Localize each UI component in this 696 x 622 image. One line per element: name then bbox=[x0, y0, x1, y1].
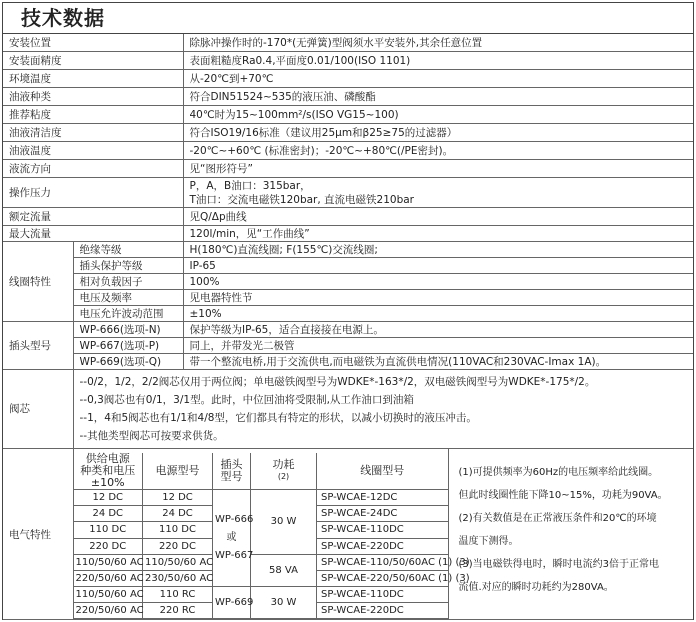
table-cell: 230/50/60 AC bbox=[143, 570, 213, 586]
coil-row bbox=[3, 274, 693, 290]
sub-label: WP-666(选项-N) bbox=[73, 322, 183, 338]
row-value: ±10% bbox=[183, 306, 693, 322]
table-cell: 110 DC bbox=[143, 522, 213, 538]
row-value: H(180℃)直流线圈; F(155℃)交流线圈; bbox=[183, 242, 693, 258]
table-row bbox=[3, 142, 693, 160]
technical-data-sheet bbox=[2, 2, 694, 620]
electrical-content bbox=[73, 449, 693, 620]
plug-row bbox=[3, 322, 693, 338]
table-cell: SP-WCAE-110DC bbox=[317, 522, 448, 538]
row-value: 从-20℃到+70℃ bbox=[183, 70, 693, 88]
row-value: IP-65 bbox=[183, 258, 693, 274]
table-cell: 220 RC bbox=[143, 602, 213, 618]
row-label: 油液种类 bbox=[3, 88, 183, 106]
page-title: 技术数据 bbox=[3, 3, 693, 34]
table-cell: SP-WCAE-220DC bbox=[317, 538, 448, 554]
coil-row bbox=[3, 258, 693, 274]
table-cell: 12 DC bbox=[143, 490, 213, 506]
table-cell: 110 DC bbox=[74, 522, 143, 538]
table-cell: 110 RC bbox=[143, 586, 213, 602]
note-line: 但此时线圈性能下降10~15%，功耗为90VA。 bbox=[458, 490, 668, 501]
pressure-line: P，A，B油口：315bar， bbox=[189, 179, 311, 192]
table-cell: SP-WCAE-110DC bbox=[317, 586, 448, 602]
electrical-row bbox=[3, 449, 693, 620]
note-line: 流值.对应的瞬时功耗约为280VA。 bbox=[458, 582, 614, 593]
table-cell: 24 DC bbox=[143, 506, 213, 522]
table-cell: SP-WCAE-12DC bbox=[317, 490, 448, 506]
consumption-ac: 58 VA bbox=[251, 554, 317, 586]
electrical-data-row bbox=[74, 586, 448, 602]
electrical-table bbox=[74, 452, 470, 619]
table-row bbox=[3, 124, 693, 142]
row-label: 油液清洁度 bbox=[3, 124, 183, 142]
row-label: 最大流量 bbox=[3, 226, 183, 242]
table-row bbox=[3, 160, 693, 178]
table-cell: 110/50/60 AC bbox=[143, 554, 213, 570]
table-cell: 110/50/60 AC bbox=[74, 554, 143, 570]
electrical-data-row bbox=[74, 490, 448, 506]
plug-group-666-667: WP-666 或 WP-667 bbox=[213, 490, 251, 587]
row-value: 表面粗糙度Ra0.4,平面度0.01/100(ISO 1101) bbox=[183, 52, 693, 70]
sub-label: 电压允许波动范围 bbox=[73, 306, 183, 322]
row-label: 推荐粘度 bbox=[3, 106, 183, 124]
note-line: (1)可提供频率为60Hz的电压频率给此线圈。 bbox=[458, 467, 659, 478]
header-supply: 供给电源 种类和电压 ±10% bbox=[74, 453, 143, 490]
sub-label: 绝缘等级 bbox=[73, 242, 183, 258]
core-line: --1，4和5阀芯也有1/1和4/8型，它们都具有特定的形状，以减小切换时的液压冲击。 bbox=[79, 412, 477, 424]
table-cell: 12 DC bbox=[74, 490, 143, 506]
row-label: 安装面精度 bbox=[3, 52, 183, 70]
sub-label: 插头保护等级 bbox=[73, 258, 183, 274]
table-cell: 220/50/60 AC bbox=[74, 570, 143, 586]
row-value: 同上，并带发光二极管 bbox=[183, 338, 693, 354]
table-row bbox=[3, 226, 693, 242]
pressure-line: T油口：交流电磁铁120bar, 直流电磁铁210bar bbox=[189, 193, 415, 206]
note-line: (3)当电磁铁得电时，瞬时电流约3倍于正常电 bbox=[458, 559, 660, 570]
row-label: 环境温度 bbox=[3, 70, 183, 88]
sub-label: 电压及频率 bbox=[73, 290, 183, 306]
row-label: 操作压力 bbox=[3, 178, 183, 208]
core-line: --其他类型阀芯可按要求供货。 bbox=[79, 430, 224, 442]
sub-label: WP-669(选项-Q) bbox=[73, 354, 183, 370]
table-cell: SP-WCAE-24DC bbox=[317, 506, 448, 522]
coil-row bbox=[3, 306, 693, 322]
table-cell: 24 DC bbox=[74, 506, 143, 522]
core-lines bbox=[73, 370, 693, 449]
table-row bbox=[3, 34, 693, 52]
sub-label: 相对负载因子 bbox=[73, 274, 183, 290]
table-cell: 220/50/60 AC bbox=[74, 602, 143, 618]
header-plug: 插头 型号 bbox=[213, 453, 251, 490]
table-cell: SP-WCAE-220DC bbox=[317, 602, 448, 618]
row-value: 带一个整流电桥,用于交流供电,而电磁铁为直流供电情况(110VAC和230VAC-Imax 1A)。 bbox=[183, 354, 693, 370]
table-row-pressure bbox=[3, 178, 693, 208]
coil-row bbox=[3, 290, 693, 306]
row-label: 安装位置 bbox=[3, 34, 183, 52]
group-label: 插头型号 bbox=[3, 322, 73, 370]
spec-table bbox=[3, 34, 693, 620]
consumption-rc: 30 W bbox=[251, 586, 317, 618]
row-value: 除脉冲操作时的-170*(无弹簧)型阀须水平安装外,其余任意位置 bbox=[183, 34, 693, 52]
row-value: 见Q/Δp曲线 bbox=[183, 208, 693, 226]
sub-label: WP-667(选项-P) bbox=[73, 338, 183, 354]
coil-row bbox=[3, 242, 693, 258]
plug-row bbox=[3, 338, 693, 354]
plug-row bbox=[3, 354, 693, 370]
electrical-notes bbox=[448, 449, 694, 619]
table-cell: 220 DC bbox=[143, 538, 213, 554]
row-label: 油液温度 bbox=[3, 142, 183, 160]
table-row bbox=[3, 70, 693, 88]
header-power-model: 电源型号 bbox=[143, 453, 213, 490]
row-value: 40℃时为15~100mm²/s(ISO VG15~100) bbox=[183, 106, 693, 124]
table-cell: 110/50/60 AC bbox=[74, 586, 143, 602]
row-value: 符合ISO19/16标准（建议用25μm和β25≥75的过滤器） bbox=[183, 124, 693, 142]
table-cell: 220 DC bbox=[74, 538, 143, 554]
group-label: 阀芯 bbox=[3, 370, 73, 449]
table-row bbox=[3, 106, 693, 124]
table-cell: SP-WCAE-110/50/60AC (1) (3) bbox=[317, 554, 448, 570]
row-value: -20℃~+60℃ (标准密封)；-20℃~+80℃(/PE密封)。 bbox=[183, 142, 693, 160]
row-value: 见电器特性节 bbox=[183, 290, 693, 306]
header-consumption: 功耗 (2) bbox=[251, 453, 317, 490]
row-value: 保护等级为IP-65，适合直接接在电源上。 bbox=[183, 322, 693, 338]
core-row bbox=[3, 370, 693, 449]
row-value bbox=[183, 178, 693, 208]
table-cell: SP-WCAE-220/50/60AC (1) (3) bbox=[317, 570, 448, 586]
header-coil-model: 线圈型号 bbox=[317, 453, 448, 490]
table-row bbox=[3, 52, 693, 70]
consumption-dc: 30 W bbox=[251, 490, 317, 554]
core-line: --0/2，1/2，2/2阀芯仅用于两位阀；单电磁铁阀型号为WDKE*-163*/2，双电磁铁阀型号为WDKE*-175*/2。 bbox=[79, 376, 596, 388]
table-row bbox=[3, 208, 693, 226]
row-label: 额定流量 bbox=[3, 208, 183, 226]
note-line: 温度下测得。 bbox=[458, 536, 519, 547]
row-value: 120l/min，见“工作曲线” bbox=[183, 226, 693, 242]
table-row bbox=[3, 88, 693, 106]
plug-group-669: WP-669 bbox=[213, 586, 251, 618]
row-value: 100% bbox=[183, 274, 693, 290]
row-value: 见“图形符号” bbox=[183, 160, 693, 178]
group-label: 电气特性 bbox=[3, 449, 73, 620]
electrical-data-row bbox=[74, 554, 448, 570]
row-label: 液流方向 bbox=[3, 160, 183, 178]
row-value: 符合DIN51524~535的液压油、磷酸酯 bbox=[183, 88, 693, 106]
note-line: (2)有关数值是在正常液压条件和20℃的环境 bbox=[458, 513, 657, 524]
electrical-header bbox=[74, 453, 448, 490]
group-label: 线圈特性 bbox=[3, 242, 73, 322]
core-line: --0,3阀芯也有0/1，3/1型。此时，中位回油将受限制,从工作油口到油箱 bbox=[79, 394, 414, 406]
